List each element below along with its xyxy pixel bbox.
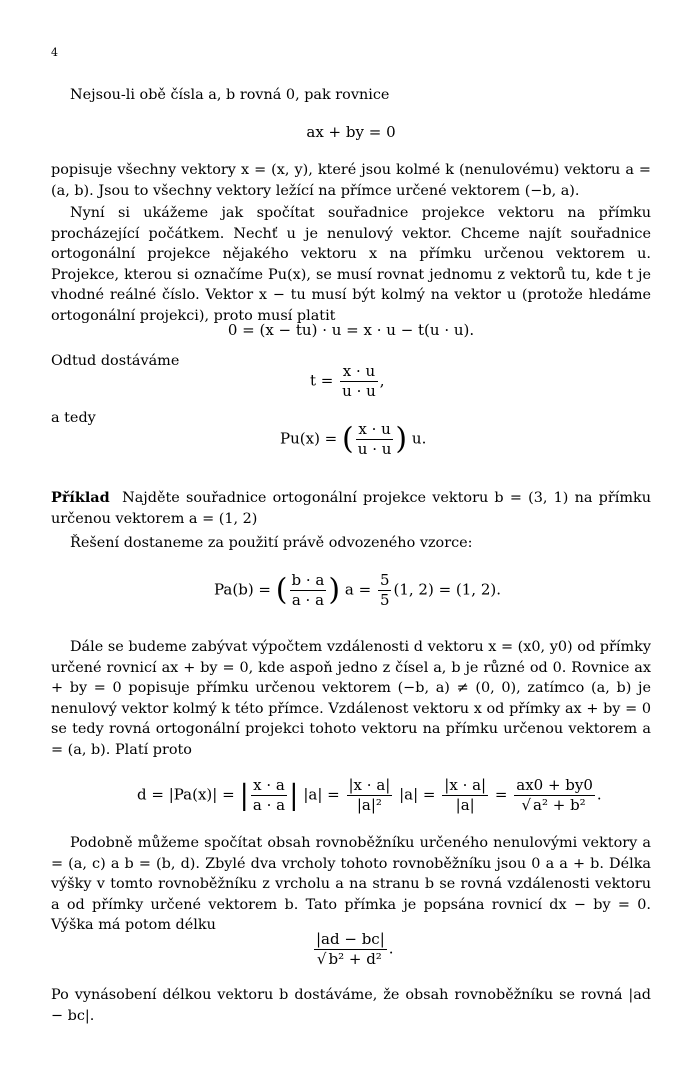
fraction-t	[340, 362, 378, 401]
equation-height	[312, 930, 394, 969]
equation-t-lhs: t =	[310, 371, 334, 390]
right-paren: )	[328, 572, 341, 608]
equation-distance	[137, 776, 602, 815]
paragraph-intro	[51, 85, 651, 106]
fraction-five-numerator: 5	[379, 571, 390, 589]
fraction-distance-3-denominator: |a|	[455, 796, 475, 814]
equation-projection-tail: u.	[411, 429, 427, 448]
fraction-example-denominator: a · a	[291, 591, 325, 609]
left-bar: |	[239, 778, 249, 812]
equation-distance-part-e: .	[596, 785, 602, 804]
paragraph-distance	[51, 637, 651, 760]
left-paren: (	[342, 421, 354, 457]
fraction-projection-numerator: x · u	[356, 420, 394, 440]
fraction-height-numerator: |ad − bc|	[316, 930, 385, 948]
example-block	[51, 488, 651, 529]
equation-example	[214, 571, 501, 610]
fraction-distance-3	[442, 776, 488, 815]
fraction-distance-1-numerator: x · a	[251, 776, 287, 796]
equation-t	[310, 362, 385, 401]
right-bar: |	[289, 778, 299, 812]
fraction-distance-3-numerator: |x · a|	[444, 776, 487, 794]
equation-example-tail: (1, 2) = (1, 2).	[393, 580, 502, 599]
equation-height-tail: .	[388, 939, 394, 958]
fraction-distance-2	[347, 776, 393, 815]
fraction-distance-2-denominator: |a|²	[356, 796, 382, 814]
paragraph-solution-text: Řešení dostaneme za použití právě odvozeného vzorce:	[70, 535, 473, 551]
paragraph-area: Po vynásobení délkou vektoru b dostáváme, že obsah rovnoběžníku se rovná |ad − bc|.	[51, 987, 651, 1024]
equation-distance-part-c: |a| =	[399, 785, 436, 804]
fraction-example-numerator: b · a	[291, 571, 325, 589]
paragraph-intro-text: Nejsou-li obě čísla a, b rovná 0, pak rovnice	[70, 87, 390, 103]
fraction-distance-4-numerator: ax0 + by0	[516, 776, 593, 794]
sqrt-radicand: b² + d²	[328, 950, 382, 968]
page-number: 4	[51, 46, 58, 59]
equation-distance-part-b: |a| =	[303, 785, 340, 804]
right-paren: )	[395, 421, 408, 457]
fraction-distance-1-denominator: a · a	[252, 796, 286, 814]
fraction-distance-4	[514, 776, 595, 815]
fraction-projection-denominator: u · u	[357, 440, 392, 458]
equation-orthogonality: 0 = (x − tu) · u = x · u − t(u · u).	[227, 321, 475, 339]
equation-example-mid: a =	[344, 580, 372, 599]
equation-projection-lhs: Pu(x) =	[280, 429, 338, 448]
equation-distance-part-d: =	[494, 785, 508, 804]
paragraph-solution	[51, 533, 651, 554]
fraction-five-denominator: 5	[379, 591, 390, 609]
paragraph-projection-text: Nyní si ukážeme jak spočítat souřadnice projekce vektoru na přímku procházející počátkem. Nechť u je nenulový vektor. Chceme najít souřadnice ortogonální projekce nějakého vektoru x na přímku určenou vektorem u. Projekce, kterou si označíme Pu(x), se musí rovnat jednomu z vektorů tu, kde t je vhodné reálné číslo. Vektor x − tu musí být kolmý na vektor u (protože hledáme ortogonální projekci), proto musí platit	[51, 205, 651, 324]
paragraph-parallelogram-text: Podobně můžeme spočítat obsah rovnoběžníku určeného nenulovými vektory a = (a, c) a b = (b, d). Zbylé dva vrcholy tohoto rovnoběžníku jsou 0 a a + b. Délka výšky v tomto rovnoběžníku z vrcholu a na stranu b se rovná vzdálenosti vektoru a od přímky určené vektorem b. Tato přímka je popsána rovnicí dx − by = 0. Výška má potom délku	[51, 835, 651, 933]
fraction-five	[378, 571, 392, 610]
equation-distance-part-a: d = |Pa(x)| =	[137, 785, 235, 804]
paragraph-and-thus: a tedy	[51, 410, 96, 426]
fraction-example	[290, 571, 327, 610]
fraction-height-denominator: √ b² + d²	[316, 950, 382, 968]
equation-line: ax + by = 0	[306, 123, 396, 141]
fraction-distance-4-denominator: √ a² + b²	[521, 796, 586, 814]
example-text: Najděte souřadnice ortogonální projekce vektoru b = (3, 1) na přímku určenou vektorem a = (1, 2)	[51, 490, 652, 527]
fraction-t-denominator: u · u	[342, 382, 376, 400]
equation-t-tail: ,	[379, 371, 385, 390]
example-label: Příklad	[51, 489, 110, 506]
equation-example-lhs: Pa(b) =	[214, 580, 272, 599]
paragraph-parallelogram	[51, 833, 651, 936]
left-paren: (	[275, 572, 288, 608]
fraction-distance-1	[251, 776, 287, 815]
equation-projection	[280, 420, 426, 459]
paragraph-hence: Odtud dostáváme	[51, 353, 180, 369]
fraction-distance-2-numerator: |x · a|	[348, 776, 391, 794]
paragraph-vectors: popisuje všechny vektory x = (x, y), které jsou kolmé k (nenulovému) vektoru a = (a, b). Jsou to všechny vektory ležící na přímce určené vektorem (−b, a).	[51, 162, 651, 199]
fraction-height	[314, 930, 387, 969]
fraction-projection	[356, 420, 394, 459]
sqrt-radicand: a² + b²	[533, 796, 586, 814]
paragraph-distance-text: Dále se budeme zabývat výpočtem vzdálenosti d vektoru x = (x0, y0) od přímky určené rovnicí ax + by = 0, kde aspoň jedno z čísel a, b je různé od 0. Rovnice ax + by = 0 popisuje přímku určenou vektorem (−b, a) ≠ (0, 0), zatímco (a, b) je nenulový vektor kolmý k této přímce. Vzdálenost vektoru x od přímky ax + by = 0 se tedy rovná ortogonální projekci tohoto vektoru na přímku určenou vektorem a = (a, b). Platí proto	[51, 639, 651, 758]
paragraph-projection	[51, 203, 651, 326]
fraction-t-numerator: x · u	[340, 362, 378, 382]
